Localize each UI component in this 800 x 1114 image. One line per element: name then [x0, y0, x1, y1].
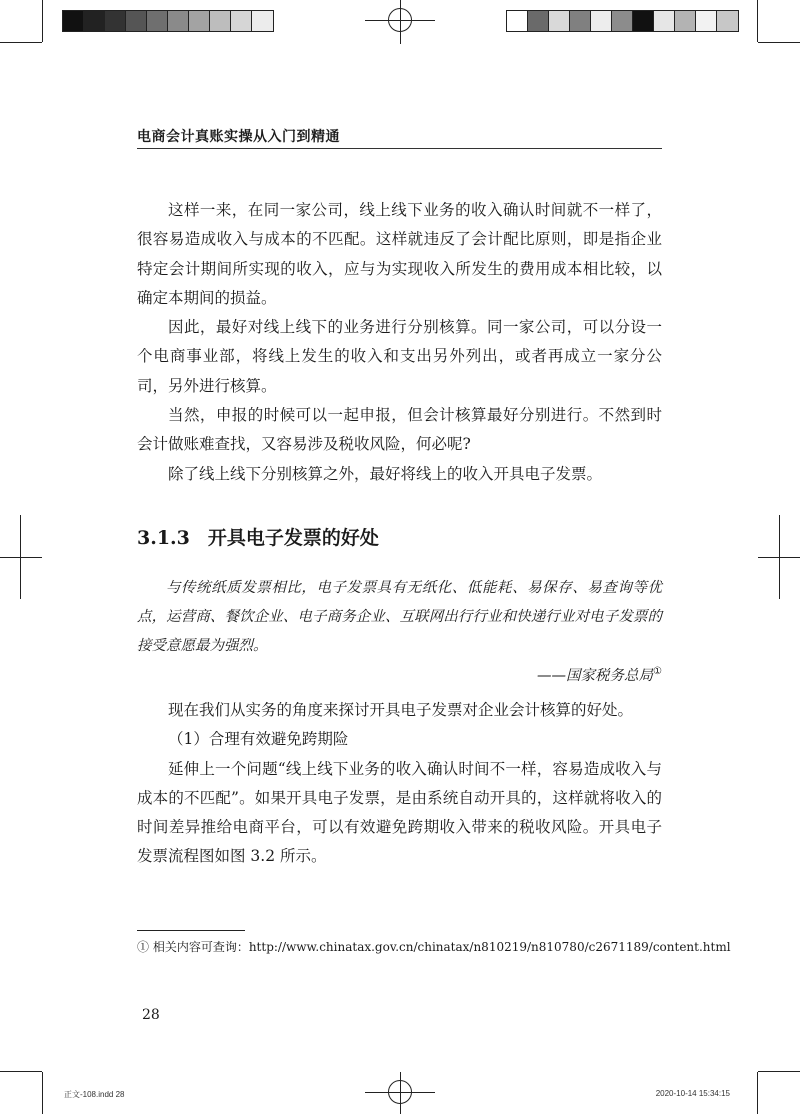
book-title: 电商会计真账实操从入门到精通	[137, 129, 340, 145]
color-swatch	[105, 11, 126, 31]
subheading: （1）合理有效避免跨期险	[168, 730, 349, 749]
page-number: 28	[142, 1007, 160, 1023]
color-swatch	[189, 11, 210, 31]
registration-line	[20, 515, 21, 599]
crop-mark	[757, 0, 758, 42]
slug-file-info: 正文-108.indd 28	[64, 1090, 125, 1099]
paragraph: 当然，申报的时候可以一起申报，但会计核算最好分别进行。不然到时会计做账难查找，又容易涉及税收风险，何必呢?	[137, 406, 662, 454]
quote-text: 与传统纸质发票相比，电子发票具有无纸化、低能耗、易保存、易查询等优点，运营商、餐饮企业、电子商务企业、互联网出行行业和快递行业对电子发票的接受意愿最为强烈。	[137, 580, 662, 654]
block-quote	[137, 574, 662, 661]
registration-mark	[388, 1080, 412, 1104]
registration-mark	[388, 8, 412, 32]
body-section-top	[137, 196, 662, 489]
footnote-ref[interactable]: ①	[653, 666, 662, 678]
running-header	[137, 124, 662, 149]
color-bar-right	[506, 10, 739, 32]
registration-line	[779, 515, 780, 599]
paragraph: 现在我们从实务的角度来探讨开具电子发票对企业会计核算的好处。	[168, 701, 634, 719]
color-bar-left	[62, 10, 274, 32]
paragraph: 除了线上线下分别核算之外，最好将线上的收入开具电子发票。	[168, 464, 603, 483]
section-heading	[137, 523, 379, 550]
color-swatch	[528, 11, 549, 31]
crop-mark	[0, 1071, 42, 1072]
registration-line	[0, 557, 42, 558]
footnote: ① 相关内容可查询：http://www.chinatax.gov.cn/chinatax/n810219/n810780/c2671189/content.html	[137, 940, 731, 954]
quote-source: ——国家税务总局	[537, 668, 654, 684]
color-swatch	[549, 11, 570, 31]
color-swatch	[654, 11, 675, 31]
color-swatch	[210, 11, 231, 31]
section-title: 开具电子发票的好处	[207, 527, 379, 549]
crop-mark	[757, 1072, 758, 1114]
color-swatch	[570, 11, 591, 31]
color-swatch	[591, 11, 612, 31]
color-swatch	[63, 11, 84, 31]
color-swatch	[84, 11, 105, 31]
crop-mark	[42, 0, 43, 42]
paragraph: 延伸上一个问题“线上线下业务的收入确认时间不一样，容易造成收入与成本的不匹配”。如果开具电子发票，是由系统自动开具的，这样就将收入的时间差异推给电商平台，可以有效避免跨期收入带来的税收风险。开具电子发票流程图如图 3.2 所示。	[137, 759, 662, 866]
slug-timestamp: 2020-10-14 15:34:15	[655, 1089, 730, 1098]
section-number: 3.1.3	[137, 527, 190, 549]
color-swatch	[231, 11, 252, 31]
body-section-bottom	[137, 696, 662, 872]
color-swatch	[147, 11, 168, 31]
color-swatch	[675, 11, 696, 31]
paragraph: 因此，最好对线上线下的业务进行分别核算。同一家公司，可以分设一个电商事业部，将线上发生的收入和支出另外列出，或者再成立一家分公司，另外进行核算。	[137, 318, 662, 395]
color-swatch	[252, 11, 273, 31]
color-swatch	[507, 11, 528, 31]
crop-mark	[0, 42, 42, 43]
color-swatch	[717, 11, 738, 31]
color-swatch	[126, 11, 147, 31]
crop-mark	[758, 1071, 800, 1072]
crop-mark	[758, 42, 800, 43]
paragraph: 这样一来，在同一家公司，线上线下业务的收入确认时间就不一样了，很容易造成收入与成本的不匹配。这样就违反了会计配比原则，即是指企业特定会计期间所实现的收入，应与为实现收入所发生的费用成本相比较，以确定本期间的损益。	[137, 201, 662, 307]
color-swatch	[633, 11, 654, 31]
color-swatch	[168, 11, 189, 31]
color-swatch	[696, 11, 717, 31]
quote-attribution	[537, 664, 662, 685]
crop-mark	[42, 1072, 43, 1114]
footnote-rule	[137, 930, 245, 931]
color-swatch	[612, 11, 633, 31]
